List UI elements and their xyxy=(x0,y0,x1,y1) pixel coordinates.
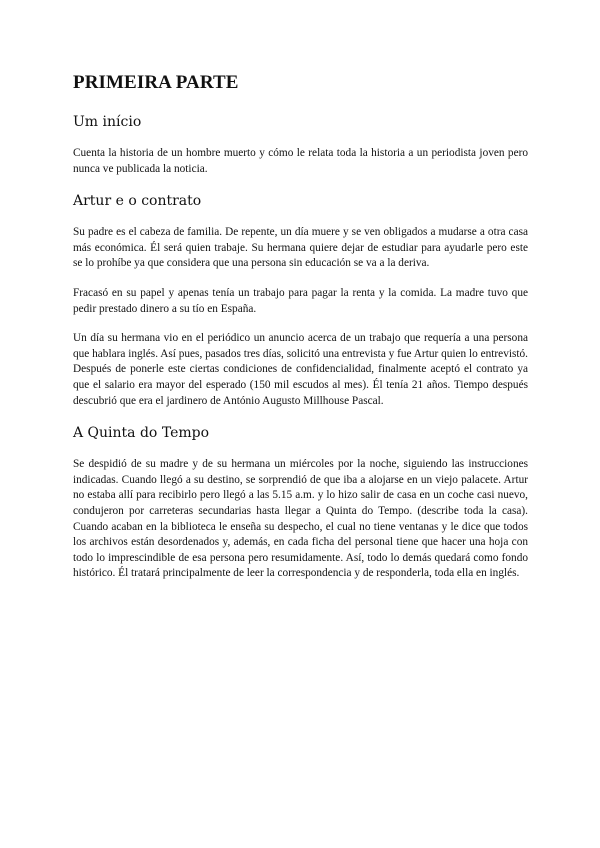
paragraph: Un día su hermana vio en el periódico un anuncio acerca de un trabajo que requería a una persona que hablara inglés. Así pues, pasados tres días, solicitó una entrevista y fue Artur quien lo entrevistó. Después de ponerle este ciertas condiciones de confidencialidad, finalmente aceptó el contrato ya que el salario era mayor del esperado (150 mil escudos al mes). Él tenía 21 años. Tiempo después descubrió que era el jardinero de António Augusto Millhouse Pascal. xyxy=(73,332,528,407)
section-title: Artur e o contrato xyxy=(73,193,202,210)
document-page xyxy=(73,70,528,596)
section-title: A Quinta do Tempo xyxy=(73,425,210,442)
paragraph: Cuenta la historia de un hombre muerto y cómo le relata toda la historia a un periodista joven pero nunca ve publicada la noticia. xyxy=(73,147,528,175)
paragraph: Se despidió de su madre y de su hermana un miércoles por la noche, siguiendo las instrucciones indicadas. Cuando llegó a su destino, se sorprendió de que iba a alojarse en un viejo palacete. Artur no estaba allí para recibirlo pero llegó a las 5.15 a.m. y lo hizo salir de casa en un coche casi nuevo, condujeron por carreteras secundarias hasta llegar a Quinta do Tempo. (describe toda la casa). Cuando acaban en la biblioteca le enseña su despecho, el cual no tiene ventanas y le dice que todos los archivos están desordenados y, además, en cada ficha del personal tiene que hacer una hoja con todo lo imprescindible de esa persona pero resumidamente. Así, todo lo demás quedará como fondo histórico. Él tratará principalmente de leer la correspondencia y de responderla, toda ella en inglés. xyxy=(73,458,528,580)
section-um-inicio xyxy=(73,112,528,177)
section-artur-e-o-contrato xyxy=(73,191,528,409)
part-title: PRIMEIRA PARTE xyxy=(73,72,239,93)
paragraph: Fracasó en su papel y apenas tenía un trabajo para pagar la renta y la comida. La madre tuvo que pedir prestado dinero a su tío en España. xyxy=(73,286,528,315)
section-title: Um início xyxy=(73,114,142,130)
paragraph: Su padre es el cabeza de familia. De repente, un día muere y se ven obligados a mudarse a otra casa más económica. Él será quien trabaje. Su hermana quiere dejar de estudiar para ayudarle pero este se lo prohíbe ya que considera que una persona sin educación se va a la deriva. xyxy=(73,226,528,270)
section-a-quinta-do-tempo xyxy=(73,423,528,582)
